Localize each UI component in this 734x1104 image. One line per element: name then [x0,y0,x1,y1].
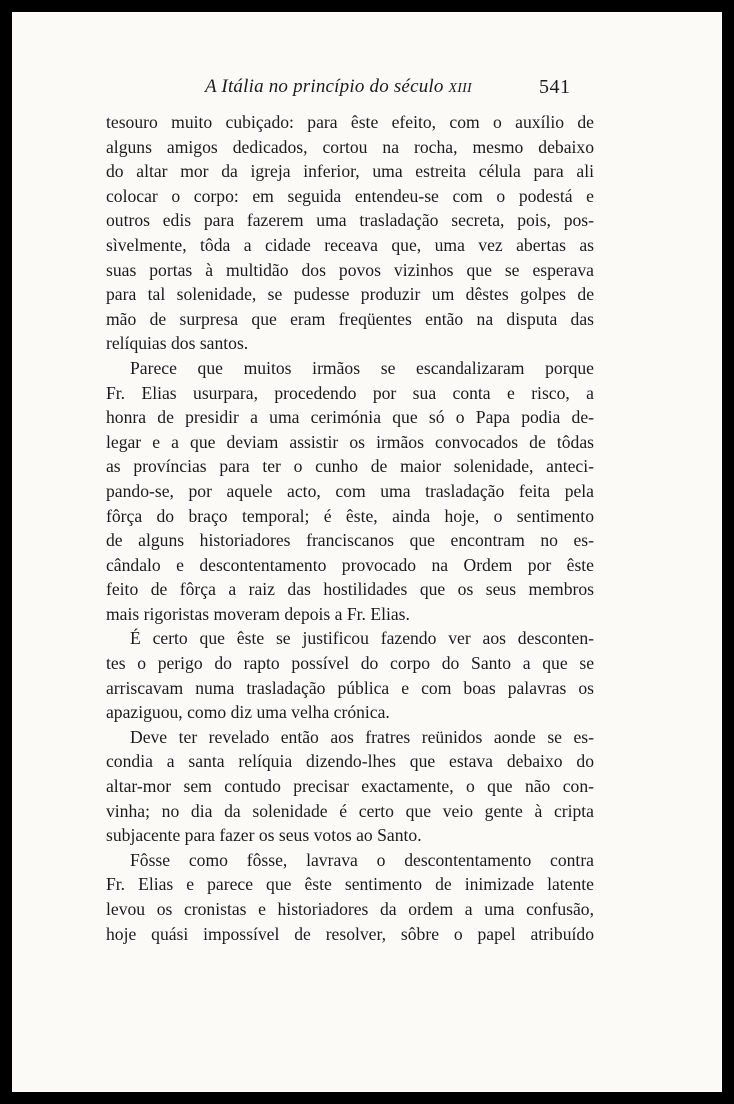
text-line: arriscavam numa trasladação pública e com boas palavras os [106,677,594,698]
text-line: de alguns historiadores franciscanos que encontram no es- [106,530,594,551]
text-line: subjacente para fazer os seus votos ao Santo. [106,825,422,846]
text-line: hoje quási impossível de resolver, sôbre o papel atribuído [106,923,594,944]
text-line: altar-mor sem contudo precisar exactamente, o que não con- [106,776,594,797]
text-line: honra de presidir a uma cerimónia que só o Papa podia de- [106,407,594,428]
text-line: tes o perigo do rapto possível do corpo do Santo a que se [106,653,594,674]
text-line: pando-se, por aquele acto, com uma trasladação feita pela [106,480,594,501]
paragraph [106,848,594,946]
text-line: legar e a que deviam assistir os irmãos convocados de tôdas [106,431,594,452]
paragraph [106,725,594,848]
page-number: 541 [539,76,571,98]
text-line: Fr. Elias e parece que êste sentimento de inimizade latente [106,874,594,895]
text-line: sìvelmente, tôda a cidade receava que, uma vez abertas as [106,234,594,255]
text-line: suas portas à multidão dos povos vizinhos que se esperava [106,259,594,280]
book-page [12,12,722,1092]
text-line: Fr. Elias usurpara, procedendo por sua conta e risco, a [106,382,594,403]
text-line: as províncias para ter o cunho de maior solenidade, anteci- [106,456,594,477]
text-line: Fôsse como fôsse, lavrava o descontentamento contra [130,849,594,870]
text-line: levou os cronistas e historiadores da ordem a uma confusão, [106,899,594,919]
text-line: Deve ter revelado então aos fratres reünidos aonde se es- [130,726,594,747]
running-title-century: XIII [448,81,472,96]
paragraph [106,626,594,724]
text-line: feito de fôrça a raiz das hostilidades que os seus membros [106,579,594,600]
text-line: mais rigoristas moveram depois a Fr. Elias. [106,603,410,624]
body-text [106,110,594,946]
text-line: colocar o corpo: em seguida entendeu-se com o podestá e [106,185,594,206]
paragraph [106,356,594,627]
running-title [205,76,472,98]
running-title-text: A Itália no princípio do século [205,76,444,97]
text-line: outros edis para fazerem uma trasladação secreta, pois, pos- [106,210,594,231]
text-line: É certo que êste se justificou fazendo ver aos desconten- [130,628,594,649]
text-line: para tal solenidade, se pudesse produzir um dêstes golpes de [106,284,594,305]
paragraph [106,110,594,356]
text-line: vinha; no dia da solenidade é certo que veio gente à cripta [106,800,594,821]
text-line: tesouro muito cubiçado: para êste efeito, com o auxílio de [106,112,594,132]
text-line: alguns amigos dedicados, cortou na rocha, mesmo debaixo [106,136,594,157]
text-line: do altar mor da igreja inferior, uma estreita célula para ali [106,161,594,182]
text-line: apaziguou, como diz uma velha crónica. [106,702,390,723]
text-line: condia a santa relíquia dizendo-lhes que estava debaixo do [106,751,594,772]
text-line: fôrça do braço temporal; é êste, ainda hoje, o sentimento [106,505,594,526]
text-line: mão de surpresa que eram freqüentes então na disputa das [106,308,594,329]
text-line: cândalo e descontentamento provocado na Ordem por êste [106,554,594,575]
text-line: relíquias dos santos. [106,333,249,354]
running-head [12,76,722,102]
text-line: Parece que muitos irmãos se escandalizaram porque [130,357,594,378]
